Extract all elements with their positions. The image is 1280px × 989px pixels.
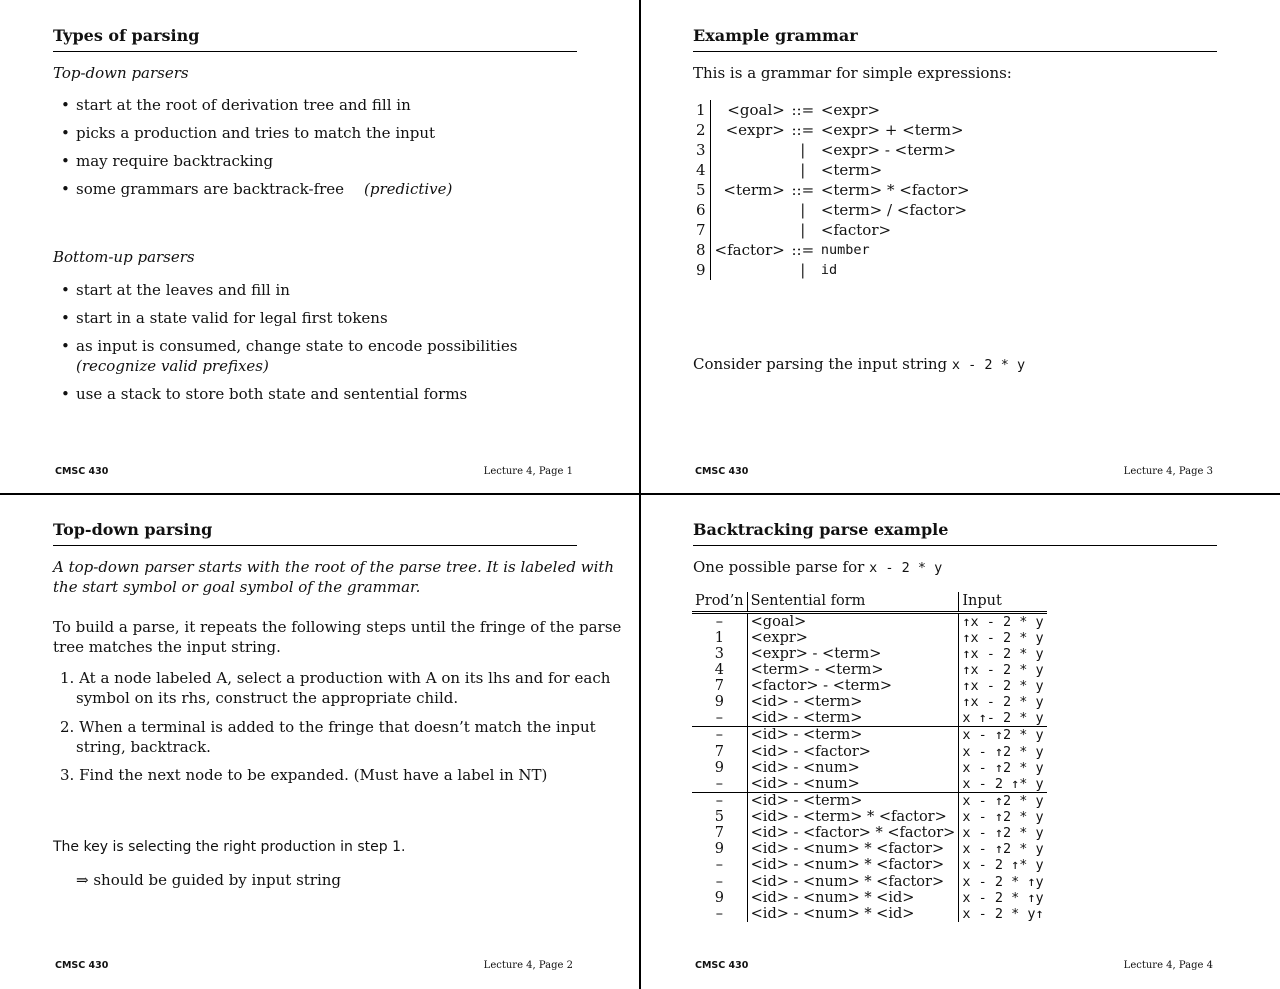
rule-rhs: <expr> xyxy=(820,101,881,119)
rule-operator: ::= xyxy=(791,241,815,259)
input-cell: x - 2 * ↑y xyxy=(962,889,1044,906)
input-cell: ↑x - 2 * y xyxy=(962,694,1044,711)
table-row xyxy=(692,890,1047,906)
production-cell: – xyxy=(692,857,747,873)
slide-title: Example grammar xyxy=(693,26,1217,52)
production-cell: 7 xyxy=(692,825,747,841)
bullet-item: • start in a state valid for legal first tokens xyxy=(63,309,388,327)
intro-line: the start symbol or goal symbol of the grammar. xyxy=(53,578,421,596)
input-cell: x - 2 * ↑y xyxy=(962,873,1044,890)
sentential-form-cell: <id> - <term> * <factor> xyxy=(747,809,959,825)
slide-title: Top-down parsing xyxy=(53,520,577,546)
table-row xyxy=(692,694,1047,710)
bottomup-heading: Bottom-up parsers xyxy=(53,248,195,266)
sentential-form-cell: <id> - <term> xyxy=(747,710,959,727)
production-cell: – xyxy=(692,710,747,727)
bullet-item: • may require backtracking xyxy=(63,152,273,170)
table-row xyxy=(692,646,1047,662)
table-row xyxy=(692,630,1047,646)
input-cell: x - 2 * y↑ xyxy=(962,906,1044,923)
production-cell: 7 xyxy=(692,678,747,694)
rule-operator: | xyxy=(800,141,806,159)
production-cell: 9 xyxy=(692,694,747,710)
rule-number: 6 xyxy=(693,200,710,220)
step-1: 1. At a node labeled A, select a production with A on its lhs and for each xyxy=(60,669,611,687)
input-cell: ↑x - 2 * y xyxy=(962,645,1044,662)
bullet-item: • some grammars are backtrack-free (predictive) xyxy=(63,180,452,198)
production-cell: – xyxy=(692,612,747,630)
slide-page-3 xyxy=(640,0,1280,494)
input-cell: x - ↑2 * y xyxy=(959,727,1047,744)
production-cell: – xyxy=(692,776,747,793)
rule-operator: | xyxy=(800,261,806,279)
build-line: tree matches the input string. xyxy=(53,638,281,656)
rule-lhs: <term> xyxy=(723,181,785,199)
grammar-rule xyxy=(693,180,973,200)
table-row xyxy=(692,678,1047,694)
slide-title: Backtracking parse example xyxy=(693,520,1217,546)
table-row xyxy=(692,857,1047,873)
table-row xyxy=(692,906,1047,922)
slide-page-1 xyxy=(0,0,640,494)
grammar-rule xyxy=(693,160,973,180)
step-1-cont: symbol on its rhs, construct the appropriate child. xyxy=(76,689,459,707)
guided-note: ⇒ should be guided by input string xyxy=(76,871,342,889)
input-cell: ↑x - 2 * y xyxy=(962,678,1044,695)
rule-number: 3 xyxy=(693,140,710,160)
input-cell: x - ↑2 * y xyxy=(962,808,1044,825)
rule-number: 5 xyxy=(693,180,710,200)
intro-line: A top-down parser starts with the root of the parse tree. It is labeled with xyxy=(53,558,615,576)
grammar-rule xyxy=(693,260,973,280)
sentential-form-cell: <factor> - <term> xyxy=(747,678,959,694)
table-row xyxy=(692,662,1047,678)
grammar-intro: This is a grammar for simple expressions: xyxy=(693,64,1012,82)
input-cell: x - ↑2 * y xyxy=(962,825,1044,842)
bullet-item: • picks a production and tries to match the input xyxy=(63,124,435,142)
slide-title: Types of parsing xyxy=(53,26,577,52)
build-line: To build a parse, it repeats the following steps until the fringe of the parse xyxy=(53,618,622,636)
input-cell: x - 2 ↑* y xyxy=(962,857,1044,874)
table-row xyxy=(692,743,1047,759)
rule-lhs: <expr> xyxy=(725,121,785,139)
rule-rhs: <factor> xyxy=(820,221,892,239)
slide-page-4 xyxy=(640,494,1280,988)
rule-operator: ::= xyxy=(791,121,815,139)
footer-page: Lecture 4, Page 1 xyxy=(483,466,573,477)
production-cell: 9 xyxy=(692,890,747,906)
grammar-rule xyxy=(693,100,973,120)
sentential-form-cell: <id> - <num> * <factor> xyxy=(747,874,959,890)
parse-table xyxy=(692,592,1047,922)
production-cell: – xyxy=(692,874,747,890)
rule-number: 8 xyxy=(693,240,710,260)
rule-number: 4 xyxy=(693,160,710,180)
sentential-form-cell: <id> - <num> xyxy=(747,760,959,776)
table-row xyxy=(692,710,1047,727)
sentential-form-cell: <id> - <num> * <factor> xyxy=(747,857,959,873)
rule-rhs: <term> * <factor> xyxy=(820,181,970,199)
rule-rhs: <expr> + <term> xyxy=(820,121,964,139)
grammar-rule xyxy=(693,240,973,260)
sentential-form-cell: <id> - <factor> * <factor> xyxy=(747,825,959,841)
slide-page-2 xyxy=(0,494,640,988)
input-cell: ↑x - 2 * y xyxy=(962,613,1044,630)
production-cell: 1 xyxy=(692,630,747,646)
sentential-form-cell: <expr> xyxy=(747,630,959,646)
production-cell: – xyxy=(692,906,747,922)
sentential-form-cell: <id> - <factor> xyxy=(747,743,959,759)
rule-number: 2 xyxy=(693,120,710,140)
rule-lhs: <factor> xyxy=(714,241,785,259)
table-row xyxy=(692,825,1047,841)
production-cell: – xyxy=(692,792,747,809)
sentential-form-cell: <id> - <num> * <factor> xyxy=(747,841,959,857)
table-row xyxy=(692,841,1047,857)
input-string: x - 2 * y xyxy=(951,357,1026,373)
bullet-item: • use a stack to store both state and sentential forms xyxy=(63,385,467,403)
rule-lhs xyxy=(710,140,788,160)
rule-lhs xyxy=(710,200,788,220)
grammar-rule xyxy=(693,220,973,240)
sentential-form-cell: <term> - <term> xyxy=(747,662,959,678)
production-cell: 9 xyxy=(692,760,747,776)
input-cell: x - ↑2 * y xyxy=(962,743,1044,760)
key-statement: The key is selecting the right production in step 1. xyxy=(53,839,406,855)
rule-rhs: number xyxy=(820,242,870,258)
production-cell: 9 xyxy=(692,841,747,857)
footer-course: CMSC 430 xyxy=(695,466,749,477)
input-cell: x - ↑2 * y xyxy=(962,759,1044,776)
footer-course: CMSC 430 xyxy=(55,466,109,477)
bullet-item: • start at the root of derivation tree and fill in xyxy=(63,96,411,114)
rule-rhs: <term> / <factor> xyxy=(820,201,968,219)
footer-page: Lecture 4, Page 3 xyxy=(1123,466,1213,477)
grammar-rule xyxy=(693,200,973,220)
rule-operator: | xyxy=(800,161,806,179)
input-cell: x - ↑2 * y xyxy=(962,841,1044,858)
production-cell: 3 xyxy=(692,646,747,662)
table-row xyxy=(692,727,1047,744)
table-row xyxy=(692,792,1047,809)
step-3: 3. Find the next node to be expanded. (Must have a label in NT) xyxy=(60,766,548,784)
footer-page: Lecture 4, Page 2 xyxy=(483,960,573,971)
rule-lhs xyxy=(710,220,788,240)
rule-operator: | xyxy=(800,201,806,219)
rule-rhs: id xyxy=(820,262,838,278)
sentential-form-cell: <id> - <num> xyxy=(747,776,959,793)
footer-page: Lecture 4, Page 4 xyxy=(1123,960,1213,971)
grammar-table xyxy=(693,100,973,280)
grammar-rule xyxy=(693,140,973,160)
sentential-form-cell: <id> - <num> * <id> xyxy=(747,906,959,922)
bullet-item: • as input is consumed, change state to encode possibilities xyxy=(63,337,517,355)
rule-number: 1 xyxy=(693,100,710,120)
header-input: Input xyxy=(962,593,1002,610)
parse-intro: One possible parse for x - 2 * y xyxy=(693,558,943,576)
production-cell: 5 xyxy=(692,809,747,825)
input-cell: x ↑- 2 * y xyxy=(962,710,1044,727)
rule-rhs: <term> xyxy=(820,161,883,179)
production-cell: 4 xyxy=(692,662,747,678)
footer-course: CMSC 430 xyxy=(695,960,749,971)
sentential-form-cell: <id> - <num> * <id> xyxy=(747,890,959,906)
sentential-form-cell: <expr> - <term> xyxy=(747,646,959,662)
rule-lhs xyxy=(710,260,788,280)
input-cell: ↑x - 2 * y xyxy=(962,661,1044,678)
rule-rhs: <expr> - <term> xyxy=(820,141,957,159)
table-row xyxy=(692,760,1047,776)
grammar-rule xyxy=(693,120,973,140)
rule-operator: | xyxy=(800,221,806,239)
topdown-heading: Top-down parsers xyxy=(53,64,189,82)
sentential-form-cell: <id> - <term> xyxy=(747,694,959,710)
header-production: Prod’n xyxy=(692,592,747,612)
rule-lhs: <goal> xyxy=(727,101,785,119)
predictive-note: (predictive) xyxy=(364,180,453,198)
input-cell: x - 2 ↑* y xyxy=(962,775,1044,792)
table-row xyxy=(692,874,1047,890)
input-cell: x - ↑2 * y xyxy=(959,792,1047,809)
table-row xyxy=(692,809,1047,825)
production-cell: 7 xyxy=(692,743,747,759)
sentential-form-cell: <id> - <term> xyxy=(747,792,959,809)
sentential-form-cell: <goal> xyxy=(747,612,959,630)
rule-number: 9 xyxy=(693,260,710,280)
rule-number: 7 xyxy=(693,220,710,240)
rule-lhs xyxy=(710,160,788,180)
recognize-note: (recognize valid prefixes) xyxy=(76,357,269,375)
production-cell: – xyxy=(692,727,747,744)
step-2: 2. When a terminal is added to the fringe that doesn’t match the input xyxy=(60,718,596,736)
consider-text: Consider parsing the input string x - 2 * y xyxy=(693,355,1026,373)
rule-operator: ::= xyxy=(791,181,815,199)
sentential-form-cell: <id> - <term> xyxy=(747,727,959,744)
table-header-row xyxy=(692,592,1047,612)
header-sentential-form: Sentential form xyxy=(747,592,959,612)
table-row xyxy=(692,776,1047,793)
bullet-item: • start at the leaves and fill in xyxy=(63,281,290,299)
rule-operator: ::= xyxy=(791,101,815,119)
footer-course: CMSC 430 xyxy=(55,960,109,971)
input-cell: ↑x - 2 * y xyxy=(962,629,1044,646)
table-row xyxy=(692,612,1047,630)
step-2-cont: string, backtrack. xyxy=(76,738,211,756)
input-string: x - 2 * y xyxy=(869,560,943,576)
